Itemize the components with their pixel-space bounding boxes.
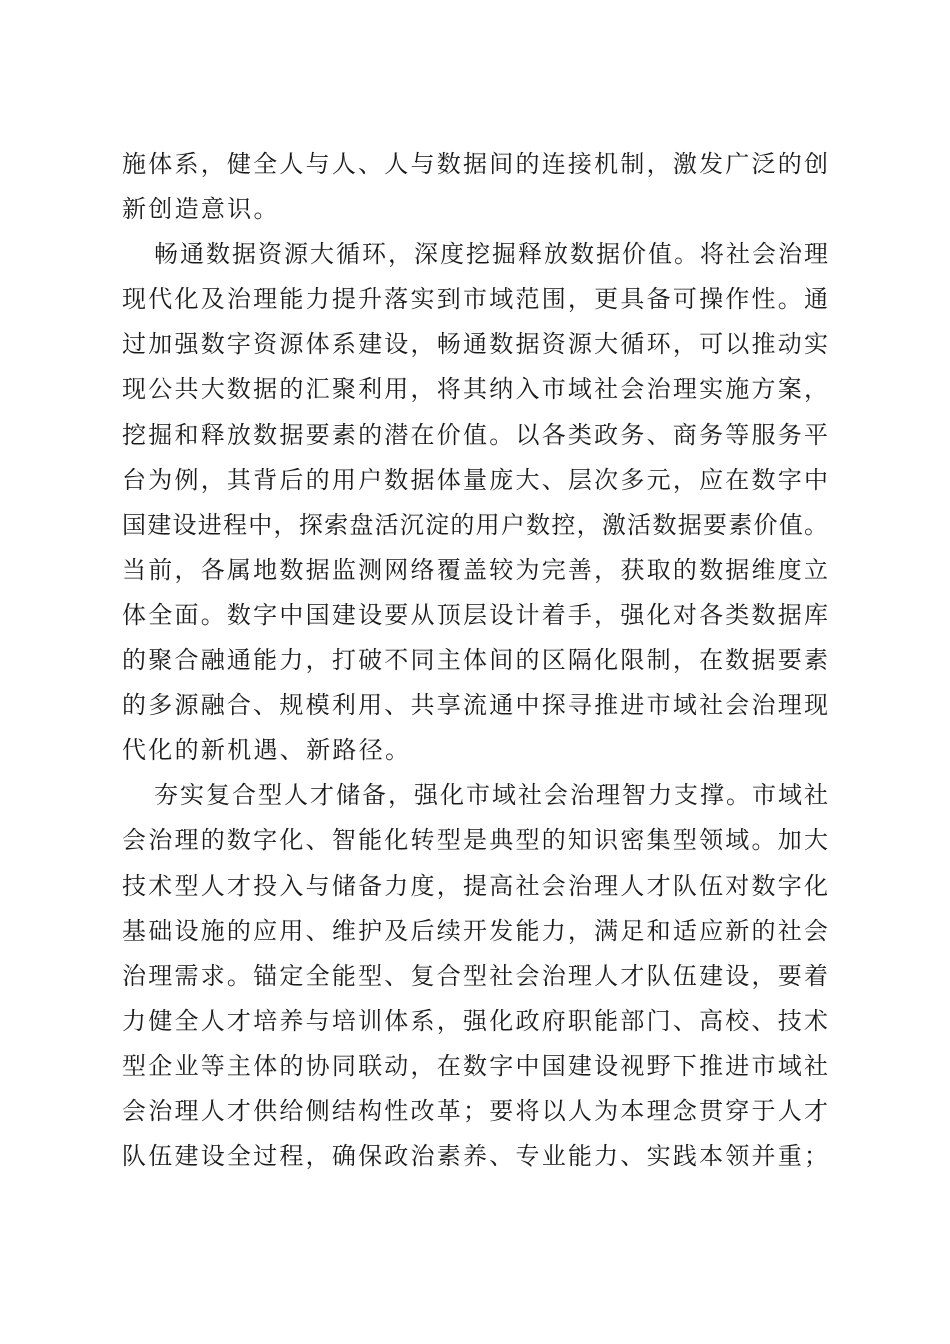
document-body (122, 142, 828, 1179)
text-line: 施体系，健全人与人、人与数据间的连接机制，激发广泛的创 (122, 150, 828, 178)
text-line: 新创造意识。 (122, 195, 280, 224)
text-line: 当前，各属地数据监测网络覆盖较为完善，获取的数据维度立 (122, 555, 828, 584)
text-line: 畅通数据资源大循环，深度挖掘释放数据价值。将社会治理 (154, 240, 828, 269)
text-line: 挖掘和释放数据要素的潜在价值。以各类政务、商务等服务平 (122, 420, 828, 449)
text-line: 台为例，其背后的用户数据体量庞大、层次多元，应在数字中 (122, 465, 828, 494)
text-line: 会治理人才供给侧结构性改革；要将以人为本理念贯穿于人才 (122, 1096, 828, 1125)
text-line: 队伍建设全过程，确保政治素养、专业能力、实践本领并重； (122, 1142, 828, 1171)
text-line: 会治理的数字化、智能化转型是典型的知识密集型领域。加大 (122, 826, 828, 855)
text-line: 的聚合融通能力，打破不同主体间的区隔化限制，在数据要素 (122, 646, 828, 675)
text-line: 力健全人才培养与培训体系，强化政府职能部门、高校、技术 (122, 1006, 828, 1035)
text-line: 国建设进程中，探索盘活沉淀的用户数控，激活数据要素价值。 (122, 510, 828, 539)
text-line: 治理需求。锚定全能型、复合型社会治理人才队伍建设，要着 (122, 961, 828, 990)
text-line: 基础设施的应用、维护及后续开发能力，满足和适应新的社会 (122, 916, 828, 945)
text-line: 型企业等主体的协同联动，在数字中国建设视野下推进市域社 (122, 1051, 828, 1080)
text-line: 技术型人才投入与储备力度，提高社会治理人才队伍对数字化 (122, 871, 828, 900)
text-line: 代化的新机遇、新路径。 (122, 736, 412, 765)
text-line: 现代化及治理能力提升落实到市域范围，更具备可操作性。通 (122, 285, 828, 314)
text-line: 现公共大数据的汇聚利用，将其纳入市域社会治理实施方案， (122, 375, 828, 404)
text-line: 夯实复合型人才储备，强化市域社会治理智力支撑。市域社 (154, 781, 828, 810)
text-line: 过加强数字资源体系建设，畅通数据资源大循环，可以推动实 (122, 330, 828, 359)
text-line: 的多源融合、规模利用、共享流通中探寻推进市域社会治理现 (122, 691, 828, 720)
text-line: 体全面。数字中国建设要从顶层设计着手，强化对各类数据库 (122, 600, 828, 629)
